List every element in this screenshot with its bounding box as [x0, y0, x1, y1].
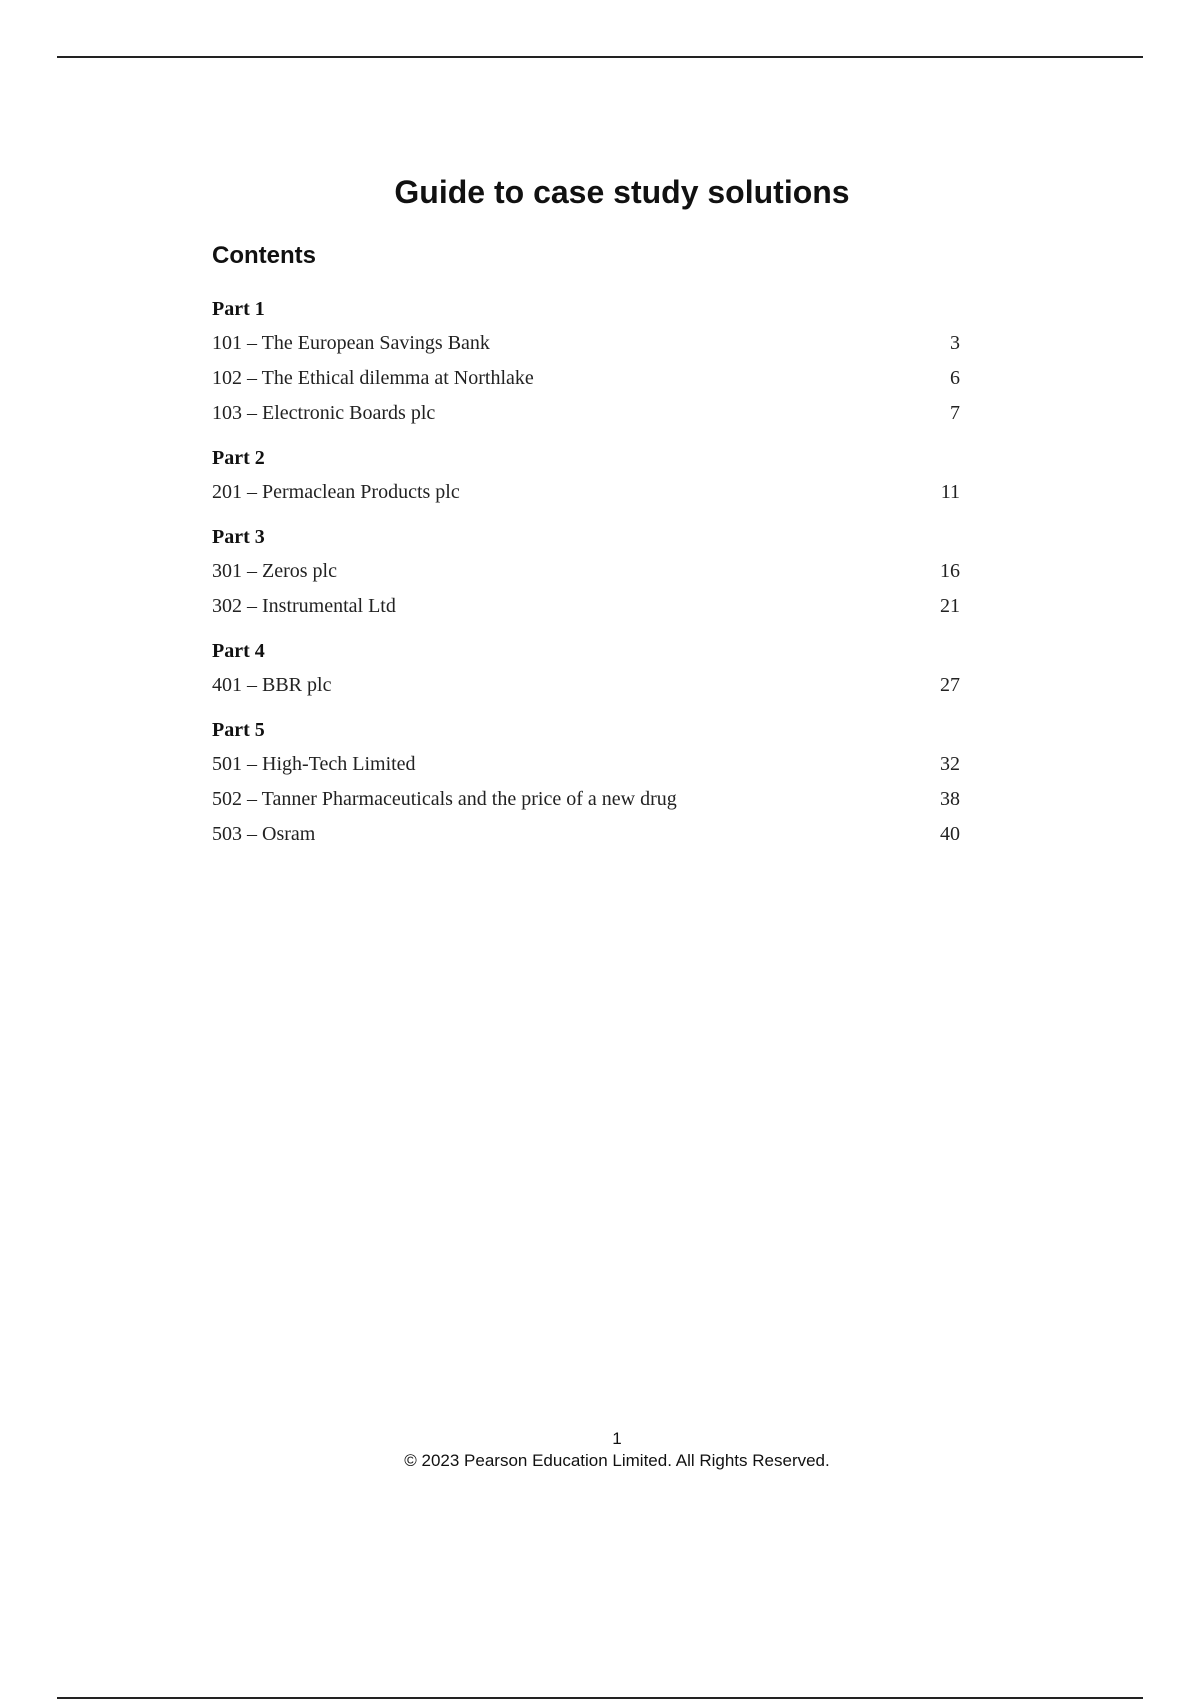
toc-entry-title: 301 – Zeros plc	[212, 560, 337, 582]
part-heading: Part 3	[212, 526, 265, 548]
toc-entry-page: 6	[950, 367, 960, 389]
toc-entry-page: 27	[940, 674, 960, 696]
part-heading: Part 5	[212, 719, 265, 741]
toc-part-4	[212, 634, 960, 703]
page-number: 1	[612, 1429, 622, 1448]
part-heading: Part 4	[212, 640, 265, 662]
toc-entry-title: 302 – Instrumental Ltd	[212, 595, 396, 617]
document-title: Guide to case study solutions	[394, 174, 850, 210]
toc-entry-page: 7	[950, 402, 960, 424]
page-footer	[0, 1428, 1200, 1472]
toc-entry-page: 21	[940, 595, 960, 617]
toc-entry-title: 502 – Tanner Pharmaceuticals and the price of a new drug	[212, 788, 677, 810]
toc-entry[interactable]	[212, 475, 960, 510]
top-rule	[57, 56, 1143, 58]
toc-entry[interactable]	[212, 747, 960, 782]
toc-entry-page: 40	[940, 823, 960, 845]
toc-entry[interactable]	[212, 326, 960, 361]
toc-entry-page: 32	[940, 753, 960, 775]
toc-entry-title: 102 – The Ethical dilemma at Northlake	[212, 367, 534, 389]
toc-entry[interactable]	[212, 396, 960, 431]
toc-entry-page: 38	[940, 788, 960, 810]
toc-part-1	[212, 292, 960, 431]
toc-entry-title: 103 – Electronic Boards plc	[212, 402, 436, 424]
toc-entry-title: 201 – Permaclean Products plc	[212, 481, 460, 503]
toc-part-3	[212, 520, 960, 624]
toc-entry-page: 3	[950, 332, 960, 354]
bottom-rule	[57, 1697, 1143, 1699]
contents-heading: Contents	[212, 242, 316, 269]
toc-part-5	[212, 713, 960, 852]
toc-entry[interactable]	[212, 817, 960, 852]
part-heading: Part 1	[212, 298, 265, 320]
toc-entry[interactable]	[212, 782, 960, 817]
toc-entry[interactable]	[212, 361, 960, 396]
toc-entry-title: 401 – BBR plc	[212, 674, 332, 696]
toc-entry[interactable]	[212, 589, 960, 624]
toc-entry-title: 101 – The European Savings Bank	[212, 332, 490, 354]
toc-entry-title: 503 – Osram	[212, 823, 316, 845]
toc-part-2	[212, 441, 960, 510]
part-heading: Part 2	[212, 447, 265, 469]
toc-entry[interactable]	[212, 668, 960, 703]
toc-entry-page: 11	[940, 481, 960, 503]
toc-entry-title: 501 – High-Tech Limited	[212, 753, 416, 775]
copyright-notice: © 2023 Pearson Education Limited. All Rights Reserved.	[404, 1451, 830, 1470]
toc-entry-page: 16	[940, 560, 960, 582]
table-of-contents	[212, 292, 960, 862]
toc-entry[interactable]	[212, 554, 960, 589]
